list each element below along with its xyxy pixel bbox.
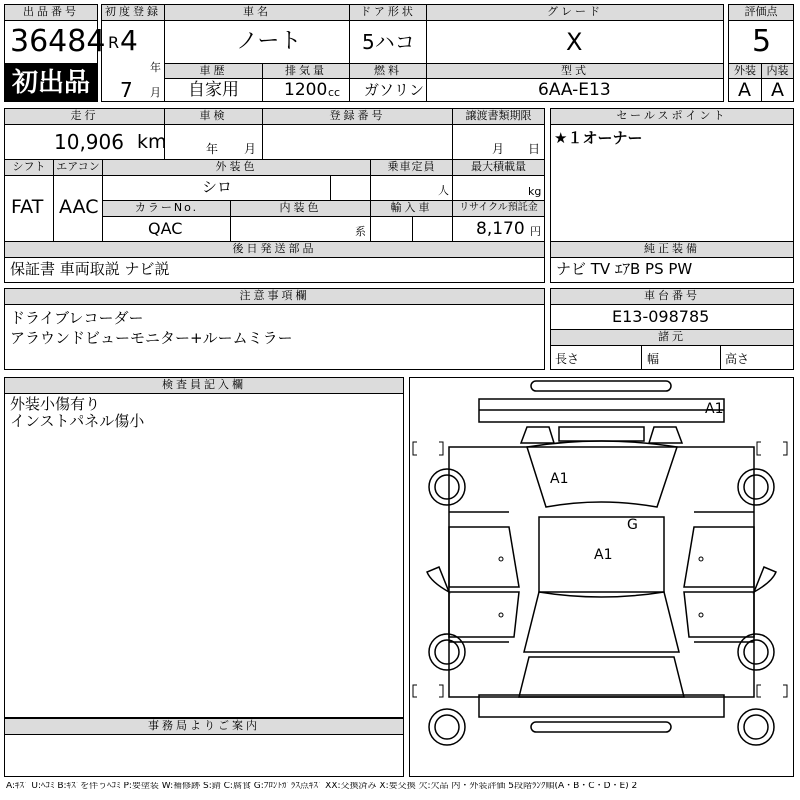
chassis-header: 車台番号	[550, 288, 794, 305]
interior-color-header: 内装色	[230, 200, 371, 217]
notes-line-1: ドライブレコーダー	[10, 309, 144, 327]
mileage: 10,906	[54, 130, 124, 154]
transfer-month-unit: 月	[492, 142, 505, 156]
inspector-line-2: インストパネル傷小	[10, 412, 145, 430]
era-letter: R	[108, 33, 120, 52]
inspector-line-1: 外装小傷有り	[10, 395, 101, 413]
mileage-unit: km	[137, 131, 167, 153]
exterior-score: A	[738, 79, 751, 101]
interior-color-box	[230, 216, 371, 242]
chassis-number: E13-098785	[612, 307, 710, 326]
displacement-header: 排気量	[262, 63, 350, 79]
inspection-year-unit: 年	[206, 142, 219, 156]
first-listing-badge: 初出品	[4, 64, 98, 102]
shift: FAT	[11, 196, 44, 218]
transfer-day-unit: 日	[528, 142, 541, 156]
model: 6AA-E13	[538, 80, 611, 100]
capacity-unit: 人	[438, 184, 449, 197]
dimensions-header: 諸元	[550, 329, 794, 346]
fuel-header: 燃料	[349, 63, 427, 79]
damage-mark-rear: A1	[705, 401, 724, 417]
import-header: 輸入車	[370, 200, 453, 217]
later-parts-header: 後日発送部品	[4, 241, 545, 258]
sales-point-header: セールスポイント	[550, 108, 794, 125]
aircon-header: エアコン	[53, 159, 103, 176]
damage-mark-windshield: G	[627, 517, 638, 533]
recycle-header: リサイクル預託金	[452, 200, 545, 217]
mileage-header: 走行	[4, 108, 165, 125]
model-header: 型式	[426, 63, 724, 79]
sales-point-text: ★１オーナー	[554, 129, 643, 147]
exterior-color-header: 外装色	[102, 159, 371, 176]
width-label: 幅	[647, 352, 660, 366]
notes-header: 注意事項欄	[4, 288, 545, 305]
lot-number: 36484	[10, 24, 106, 59]
legend: A:ｷｽﾞ U:ﾍｺﾐ B:ｷｽﾞを伴うﾍｺﾐ P:要塗装 W:補修跡 S:錆 C:腐食 G:ﾌﾛﾝﾄｶﾞﾗｽ点ｷｽﾞ XX:交換済み X:要交換 欠:欠品 内・外装評価 5段階ﾗﾝｸ順(A・B・C・D・E) 2	[6, 782, 638, 791]
displacement-unit: cc	[328, 86, 341, 99]
history-header: 車歴	[164, 63, 263, 79]
shift-header: シフト	[4, 159, 54, 176]
displacement: 1200	[284, 80, 328, 100]
length-label: 長さ	[555, 352, 580, 366]
door-type-header: ドア形状	[349, 4, 427, 21]
import-divider	[412, 216, 413, 242]
inspector-header: 検査員記入欄	[4, 377, 404, 394]
month-unit: 月	[150, 86, 161, 99]
first-registration-header: 初度登録	[101, 4, 165, 21]
equipment-text: ナビ TV ｴｱB PS PW	[556, 260, 693, 278]
recycle-unit: 円	[530, 225, 541, 238]
dimensions-divider-2	[720, 345, 721, 370]
max-load-header: 最大積載量	[452, 159, 545, 176]
dimensions-divider-1	[641, 345, 642, 370]
exterior-color-divider	[330, 175, 331, 201]
later-parts-text: 保証書 車両取説 ナビ説	[10, 260, 170, 278]
inspection-header: 車検	[164, 108, 263, 125]
car-name: ノート	[236, 29, 302, 54]
capacity-header: 乗車定員	[370, 159, 453, 176]
max-load-unit: kg	[528, 185, 542, 198]
interior-score: A	[771, 79, 784, 101]
registration-number-box	[262, 124, 453, 160]
registration-number-header: 登録番号	[262, 108, 453, 125]
color-number: QAC	[148, 219, 183, 238]
lot-number-header: 出品番号	[4, 4, 98, 21]
interior-score-header: 内装	[761, 63, 794, 79]
equipment-header: 純正装備	[550, 241, 794, 258]
office-header: 事務局よりご案内	[4, 718, 404, 735]
recycle-fee: 8,170	[476, 219, 525, 239]
history: 自家用	[188, 80, 239, 100]
fuel: ガソリン	[364, 81, 425, 99]
overall-score: 5	[752, 24, 772, 59]
aircon: AAC	[59, 196, 99, 218]
damage-mark-roof: A1	[594, 547, 613, 563]
exterior-score-header: 外装	[728, 63, 762, 79]
office-box	[4, 734, 404, 777]
height-label: 高さ	[725, 352, 750, 366]
notes-line-2: アラウンドビューモニター+ルームミラー	[10, 329, 293, 347]
score-header: 評価点	[728, 4, 794, 21]
grade-header: グレード	[426, 4, 724, 21]
door-type: 5ハコ	[362, 30, 415, 54]
car-name-header: 車名	[164, 4, 350, 21]
color-number-header: カラーNo.	[102, 200, 231, 217]
registration-year: 4	[120, 24, 138, 57]
damage-mark-hood: A1	[550, 471, 569, 487]
car-diagram	[409, 377, 794, 777]
exterior-color: シロ	[202, 178, 233, 196]
dimensions-box	[550, 345, 794, 370]
grade: X	[566, 28, 583, 56]
transfer-deadline-header: 譲渡書類期限	[452, 108, 545, 125]
year-unit: 年	[150, 61, 161, 74]
inspector-box	[4, 393, 404, 718]
interior-color-unit: 系	[355, 225, 366, 238]
inspection-month-unit: 月	[244, 142, 257, 156]
registration-month: 7	[120, 78, 133, 102]
